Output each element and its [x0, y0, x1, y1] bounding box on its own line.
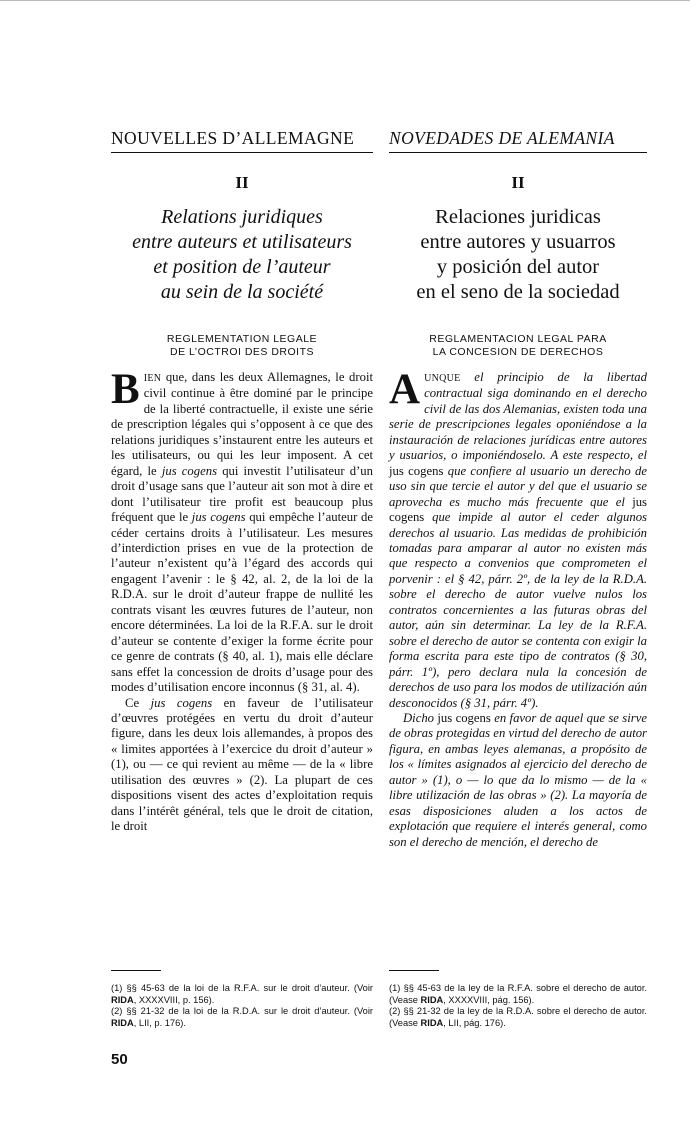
header-rule	[111, 152, 373, 153]
footnote-journal: RIDA	[420, 1017, 444, 1028]
small-caps-word: IEN	[143, 373, 162, 384]
footnote-text: , LII, pág. 176).	[443, 1017, 506, 1028]
paragraph	[111, 696, 373, 835]
drop-cap: A	[389, 366, 421, 413]
text-run: en favor de aquel que se sirve de obras protegidas en virtud del derecho de autor figura, en ambas leyes alemanas, a propósito de los « límites asignados al ejercicio del derecho de autor » (1), o — lo que da lo mismo — de la « libre utilización de las obras » (2). La mayoría de esas disposiciones aluden a los actos de explotación que requiere el interés general, como son el derecho de mención, el derecho de	[389, 710, 647, 849]
latin-term: jus cogens	[191, 510, 246, 525]
footnote-text: (1) §§ 45-63 de la ley de la R.F.A. sobre el derecho de autor. (Vease	[389, 983, 647, 1005]
title-line: entre autores y usuarros	[420, 231, 616, 253]
title-line: en el seno de la sociedad	[416, 281, 620, 303]
title-line: entre auteurs et utilisateurs	[132, 231, 352, 253]
drop-cap: B	[111, 366, 140, 413]
running-header-spanish: NOVEDADES DE ALEMANIA	[389, 128, 615, 148]
small-caps-word: UNQUE	[424, 373, 461, 384]
footnote-journal: RIDA	[111, 994, 134, 1005]
article-title-french	[111, 205, 373, 305]
subheading-line: LA CONCESION DE DERECHOS	[432, 346, 604, 358]
title-line: y posición del autor	[436, 256, 600, 278]
latin-term: jus cogens	[389, 463, 444, 478]
page-number: 50	[111, 1051, 128, 1068]
footnotes-spanish	[389, 983, 647, 1029]
footnote-text: (2) §§ 21-32 de la loi de la R.D.A. sur le droit d’auteur. (Voir	[111, 1006, 373, 1016]
text-run: que confiere al usuario un derecho de uso sin que tercie el autor y del que el usuario se aprovecha es mucho más frecuente que el	[389, 463, 647, 509]
title-line: Relaciones juridicas	[435, 206, 601, 228]
footnote-text: (1) §§ 45-63 de la loi de la R.F.A. sur le droit d’auteur. (Voir	[111, 983, 373, 993]
footnote-text: , XXXXVIII, pág. 156).	[443, 994, 535, 1005]
subheading-line: REGLEMENTATION LEGALE	[166, 333, 318, 345]
body-text-spanish	[389, 366, 647, 850]
running-header-french: NOUVELLES D’ALLEMAGNE	[111, 128, 355, 148]
section-numeral: II	[511, 173, 525, 192]
footnote	[389, 983, 647, 1006]
top-edge-rule	[0, 0, 690, 1]
latin-term: jus cogens	[161, 463, 218, 478]
footnote-journal: RIDA	[420, 994, 444, 1005]
latin-term: jus cogens	[150, 695, 213, 710]
footnote-rule	[111, 970, 161, 971]
paragraph	[389, 366, 647, 711]
article-title-spanish	[389, 205, 647, 305]
subheading-line: REGLAMENTACION LEGAL PARA	[429, 333, 607, 345]
header-rule	[389, 152, 647, 153]
text-run: el principio de la libertad contractual siga dominando en el derecho civil de las dos Alemanias, existen toda una serie de prescripciones legales oponiéndose a la instauración de relaciones jurídicas entre autores y usuarios, o imponiéndoselo. A este respecto, el	[389, 370, 647, 463]
text-run: Dicho	[403, 710, 438, 725]
footnote-rule	[389, 970, 439, 971]
footnote-text: (2) §§ 21-32 de la ley de la R.D.A. sobre el derecho de autor. (Vease	[389, 1006, 647, 1028]
latin-term: jus cogens	[437, 710, 491, 725]
text-run: que, dans les deux Allemagnes, le droit civil continue à être dominé par le principe de la liberté contractuelle, il existe une série de prescription légales qui s’opposent à ce que des relations juridiques s’instaurent entre les auteurs et les utilisateurs, ou qui les leur imposent. A cet égard, le	[111, 370, 373, 478]
text-run: qui empêche l’auteur de céder certains droits à l’utilisateur. Les mesures d’interdiction prises en vue de la protection de l’auteur n’existent qu’à l’égard des accords qui engagent l’avenir : le § 42, al. 2, de la loi de la R.D.A. sur le droit d’auteur frappe de nullité les contrats visant les œuvres futures de l’auteur, non encore déterminées. La loi de la R.F.A. sur le droit d’auteur se contente d’exiger la forme écrite pour ce genre de contrats (§ 40, al. 1), mais elle déclare sans effet la concession de droits d’usage pour des modes d’utilisation encore inconnus (§ 31, al. 4).	[111, 510, 373, 695]
title-line: et position de l’auteur	[153, 256, 331, 278]
footnote	[389, 1006, 647, 1029]
text-run: que impide al autor el ceder algunos derechos al usuario. Las medidas de prohibición tomadas para amparar al autor no existen más que respecto a convenios que comprometen el porvenir : el § 42, párr. 2º, de la ley de la R.D.A. sobre el derecho de autor vuelve nulos los contratos concernientes a las futuras obras del autor, aún sin determinar. La ley de la R.F.A. sobre el derecho de autor se contenta con exigir la forma escrita para este tipo de contratos (§ 30, párr. 1º), pero declara nula la concesión de derechos de uso para los modos de utilización aún desconocidos (§ 31, párr. 4º).	[389, 510, 647, 710]
text-run: en faveur de l’utilisateur d’œuvres protégées en vertu du droit d’auteur figure, dans les deux lois allemandes, à propos des « limites apportées à l’exercice du droit d’auteur » (1), ou — ce qui revient au même — de la « libre utilisation des œuvres » (2). La plupart de ces dispositions visent des actes d’exploitation requis dans l’intérêt général, tels que le droit de citation, le droit	[111, 695, 373, 834]
title-line: au sein de la société	[160, 281, 324, 303]
subheading-french	[111, 333, 373, 359]
paragraph	[389, 711, 647, 850]
section-numeral: II	[235, 173, 249, 192]
subheading-spanish	[389, 333, 647, 359]
footnotes-french	[111, 983, 373, 1029]
subheading-line: DE L’OCTROI DES DROITS	[169, 346, 315, 358]
text-run: qui investit l’utilisateur d’un droit d’usage sans que l’auteur ait son mot à dire et dont l’utilisateur tire profit est beaucoup plus fréquent que le	[111, 463, 373, 525]
footnote	[111, 983, 373, 1006]
footnote	[111, 1006, 373, 1029]
footnote-text: , XXXXVIII, p. 156).	[133, 994, 215, 1005]
body-text-french	[111, 366, 373, 835]
paragraph	[111, 366, 373, 696]
footnote-text: , LII, p. 176).	[133, 1017, 186, 1028]
text-run: Ce	[125, 695, 151, 710]
footnote-journal: RIDA	[111, 1017, 134, 1028]
latin-term: jus cogens	[389, 494, 647, 525]
title-line: Relations juridiques	[161, 206, 323, 228]
